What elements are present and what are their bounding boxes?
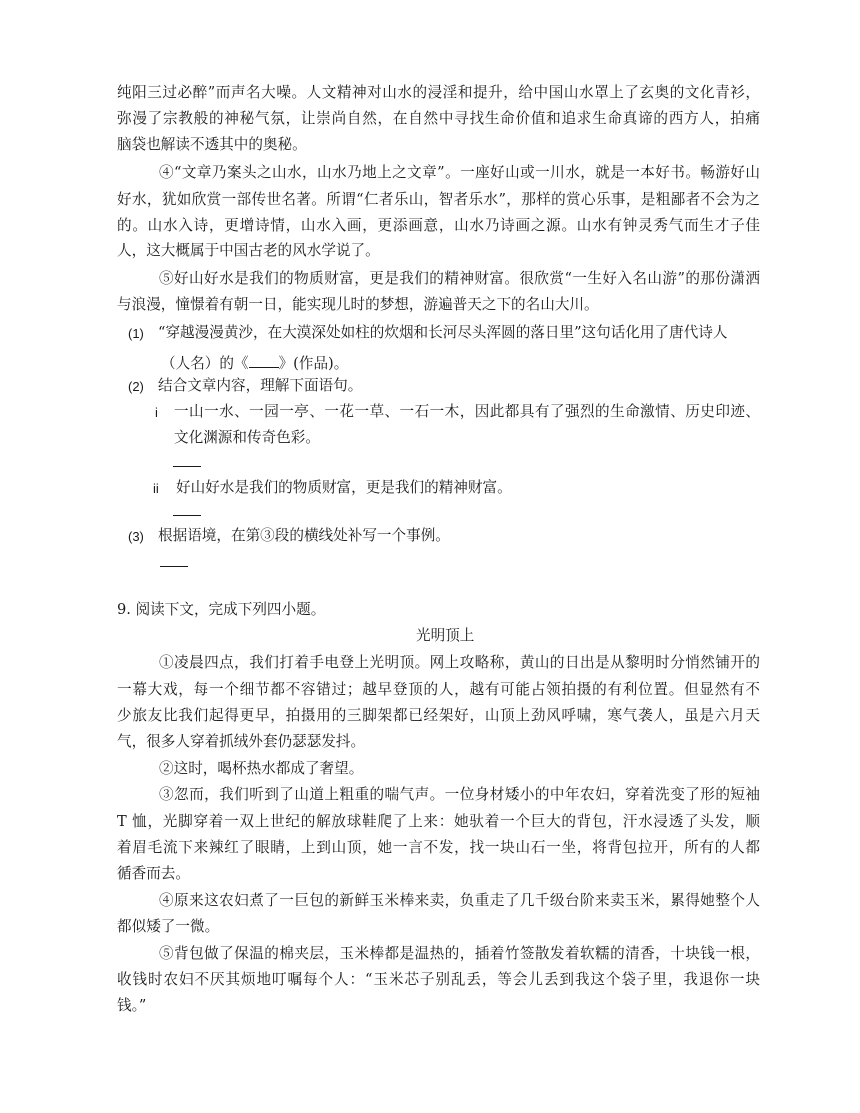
- answer-blank[interactable]: [160, 566, 188, 567]
- question-3-text: 根据语境，在第③段的横线处补写一个事例。: [158, 527, 450, 544]
- article-paragraph-3-line: 着眉毛流下来辣红了眼睛，上到山顶，她一言不发，找一块山石一坐，将背包拉开，所有的人都: [117, 839, 760, 856]
- paragraph-line: 纯阳三过必醉”而声名大噪。人文精神对山水的浸淫和提升，给中国山水罩上了玄奥的文化青衫，: [117, 84, 760, 101]
- article-paragraph-5-line: 钱。”: [117, 997, 147, 1014]
- article-paragraph-2-line: ②这时，喝杯热水都成了奢望。: [159, 760, 364, 777]
- paragraph-4-line: 人，这大概属于中国古老的风水学说了。: [117, 242, 380, 259]
- article-paragraph-1-line: 气，很多人穿着抓绒外套仍瑟瑟发抖。: [117, 733, 366, 750]
- question-3-number: (3): [128, 529, 144, 544]
- article-paragraph-3-line: ③忽而，我们听到了山道上粗重的喘气声。一位身材矮小的中年农妇，穿着洗变了形的短袖: [159, 786, 760, 803]
- sub-question-i-text-line2: 文化渊源和传奇色彩。: [174, 429, 320, 446]
- article-title: 光明顶上: [416, 627, 475, 644]
- question-1-prefix: （人名）的《: [161, 355, 249, 372]
- question-2-number: (2): [128, 379, 144, 394]
- question-1-suffix: 》(作品)。: [278, 355, 349, 372]
- sub-question-i-text: 一山一水、一园一亭、一花一草、一石一木，因此都具有了强烈的生命激情、历史印迹、: [174, 403, 760, 420]
- article-paragraph-1-line: ①凌晨四点，我们打着手电登上光明顶。网上攻略称，黄山的日出是从黎明时分悄然铺开的: [159, 654, 760, 671]
- question-1-number: (1): [128, 326, 144, 341]
- question-1-text-line2: [161, 353, 348, 372]
- article-paragraph-4-line: 都似矮了一微。: [117, 918, 220, 935]
- question-2-text: 结合文章内容，理解下面语句。: [158, 377, 363, 394]
- sub-question-ii-number: ii: [153, 481, 159, 496]
- article-paragraph-4-line: ④原来这农妇煮了一巨包的新鲜玉米棒来卖，负重走了几千级台阶来卖玉米，累得她整个人: [159, 892, 760, 909]
- article-paragraph-1-line: 一幕大戏，每一个细节都不容错过；越早登顶的人，越有可能占领拍摄的有利位置。但显然有不: [117, 681, 760, 698]
- paragraph-5-line: ⑤好山好水是我们的物质财富，更是我们的精神财富。很欣赏“一生好入名山游”的那份潇洒: [159, 270, 760, 287]
- sub-question-ii-text: 好山好水是我们的物质财富，更是我们的精神财富。: [176, 479, 512, 496]
- paragraph-4-line: ④“文章乃案头之山水，山水乃地上之文章”。一座好山或一川水，就是一本好书。畅游好山: [159, 164, 760, 181]
- paragraph-line: 弥漫了宗教般的神秘气氛，让崇尚自然，在自然中寻找生命价值和追求生命真谛的西方人，拍痛: [117, 110, 760, 127]
- question-1-text: “穿越漫漫黄沙，在大漠深处如柱的炊烟和长河尽头浑圆的落日里”这句话化用了唐代诗人: [158, 324, 728, 341]
- question-9-header: 9. 阅读下文，完成下列四小题。: [117, 601, 326, 618]
- paragraph-5-line: 与浪漫，憧憬着有朝一日，能实现儿时的梦想，游遍普天之下的名山大川。: [117, 296, 599, 313]
- paragraph-line: 脑袋也解读不透其中的奥秘。: [117, 136, 307, 153]
- answer-blank[interactable]: [249, 353, 279, 368]
- sub-question-i-number: i: [155, 405, 158, 420]
- paragraph-4-line: 好水，犹如欣赏一部传世名著。所谓“仁者乐山，智者乐水”，那样的赏心乐事，是粗鄙者不会为之: [117, 191, 760, 208]
- article-paragraph-5-line: ⑤背包做了保温的棉夹层，玉米棒都是温热的，插着竹签散发着软糯的清香，十块钱一根，: [159, 945, 760, 962]
- answer-blank[interactable]: [173, 466, 201, 467]
- answer-blank[interactable]: [173, 515, 201, 516]
- article-paragraph-5-line: 收钱时农妇不厌其烦地叮嘱每个人：“玉米芯子别乱丢，等会儿丢到我这个袋子里，我退你一块: [117, 971, 760, 988]
- paragraph-4-line: 的。山水入诗，更增诗情，山水入画，更添画意，山水乃诗画之源。山水有钟灵秀气而生才子佳: [117, 217, 760, 234]
- article-paragraph-1-line: 少旅友比我们起得更早，拍摄用的三脚架都已经架好，山顶上劲风呼啸，寒气袭人，虽是六月天: [117, 707, 760, 724]
- article-paragraph-3-line: 循香而去。: [117, 865, 190, 882]
- article-paragraph-3-line: T 恤，光脚穿着一双上世纪的解放球鞋爬了上来：她驮着一个巨大的背包，汗水浸透了头发，顺: [117, 813, 760, 830]
